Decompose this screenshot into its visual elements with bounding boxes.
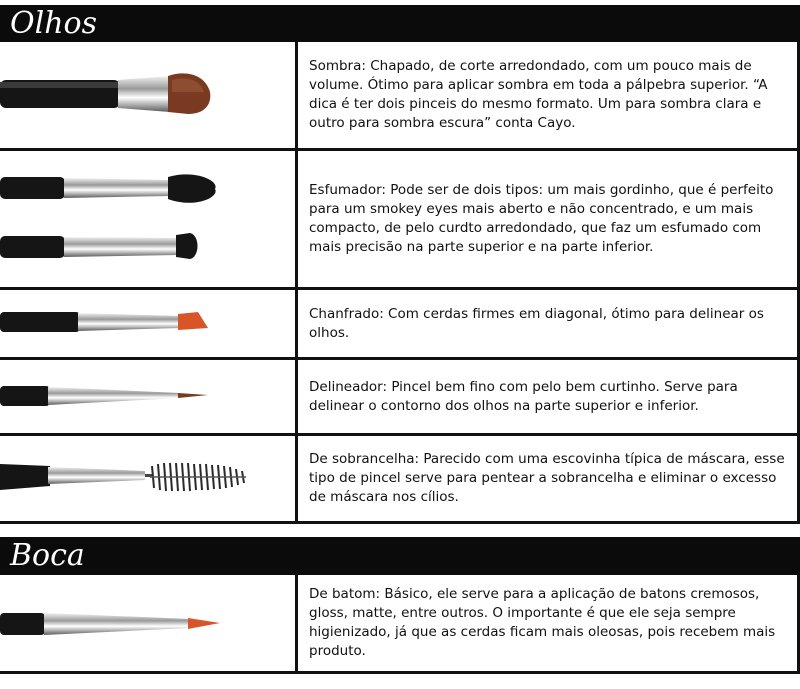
section-title-olhos: Olhos	[10, 6, 97, 41]
delineador-brush-image	[0, 360, 295, 433]
brush-row-delineador	[0, 360, 800, 436]
delineador-description: Delineador: Pincel bem fino com pelo bem curtinho. Serve para delinear o contorno dos olhos na parte superior e inferior.	[309, 378, 738, 414]
sobrancelha-brush-image	[0, 436, 295, 521]
esfumador-brush-image	[0, 151, 295, 287]
section-header-boca	[0, 537, 800, 575]
section-title-boca: Boca	[10, 538, 85, 573]
brush-row-esfumador	[0, 151, 800, 290]
row-divider	[295, 436, 298, 521]
brush-row-chanfrado	[0, 290, 800, 360]
row-divider	[295, 360, 298, 433]
chanfrado-description: Chanfrado: Com cerdas firmes em diagonal, ótimo para delinear os olhos.	[309, 305, 764, 341]
sobrancelha-description: De sobrancelha: Parecido com uma escovinha típica de máscara, esse tipo de pincel serve para pentear a sobrancelha e eliminar o excesso de máscara nos cílios.	[309, 451, 785, 505]
spoolie-brush-icon	[0, 436, 295, 521]
chanfrado-brush-image	[0, 290, 295, 357]
angled-brush-icon	[0, 290, 295, 357]
row-divider	[295, 575, 298, 671]
brush-row-batom	[0, 575, 800, 674]
blending-brushes-icon	[0, 151, 295, 287]
brush-row-sobrancelha	[0, 436, 800, 524]
esfumador-description: Esfumador: Pode ser de dois tipos: um mais gordinho, que é perfeito para um smokey eyes mais aberto e não concentrado, e um mais compacto, de pelo curdto arredondado, que faz um esfumado com mais precisão na parte superior e na parte inferior.	[309, 182, 774, 255]
row-divider	[295, 42, 298, 148]
lip-brush-icon	[0, 575, 295, 671]
sombra-description: Sombra: Chapado, de corte arredondado, com um pouco mais de volume. Ótimo para aplicar sombra em toda a pálpebra superior. “A dica é ter dois pinceis do mesmo formato. Um para sombra clara e outro para sombra escura” conta Cayo.	[309, 58, 768, 131]
flat-round-brush-icon	[0, 42, 295, 148]
section-header-olhos	[0, 5, 800, 42]
liner-brush-icon	[0, 360, 295, 433]
batom-description: De batom: Básico, ele serve para a aplicação de batons cremosos, gloss, matte, entre outros. O importante é que ele seja sempre higienizado, já que as cerdas ficam mais oleosas, pois recebem mais produto.	[309, 586, 776, 659]
sombra-brush-image	[0, 42, 295, 148]
row-divider	[295, 151, 298, 287]
row-divider	[295, 290, 298, 357]
batom-brush-image	[0, 575, 295, 671]
brush-row-sombra	[0, 42, 800, 151]
